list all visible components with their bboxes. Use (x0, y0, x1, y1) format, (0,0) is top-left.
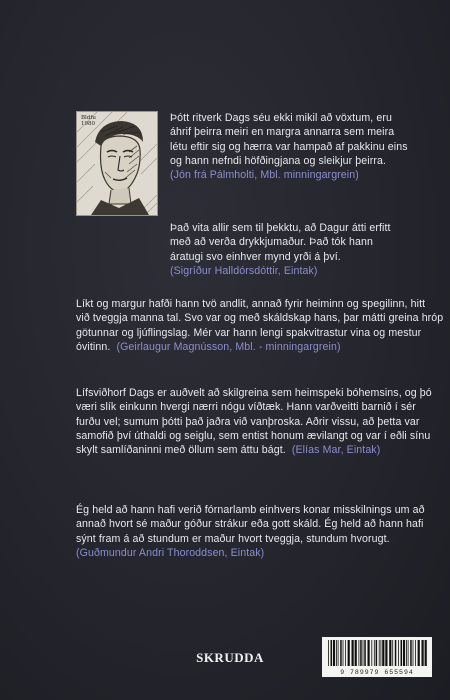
barcode-bar (374, 640, 375, 666)
quote-attribution: (Jón frá Pálmholti, Mbl. minningargrein) (170, 169, 359, 182)
barcode-bar (359, 640, 360, 666)
barcode-bar (418, 640, 420, 666)
quote-line-with-attribution (76, 443, 392, 457)
barcode-bar (328, 640, 329, 666)
quote-line: óvitinn. (76, 340, 111, 353)
quote-elias-mar (76, 386, 432, 457)
quote-gudmundur-andri-thoroddsen (76, 503, 425, 560)
quote-line: Það vita allir sem til þekktu, að Dagur átti erfitt (170, 222, 391, 234)
barcode-bar (368, 640, 370, 666)
barcode-bar (392, 640, 393, 666)
barcode-bar (338, 640, 339, 666)
quote-line: við tveggja manna tal. Svo var og með skáldskap hans, þar mátti greina hróp (76, 312, 444, 325)
isbn-barcode (322, 637, 432, 677)
quote-geirlaugur-magnusson (76, 297, 444, 354)
barcode-bar (381, 640, 382, 666)
barcode-bar (422, 640, 424, 666)
barcode-bar (352, 640, 354, 666)
quote-line: Lífsviðhorf Dags er auðvelt að skilgreina sem heimspeki bóhemsins, og þó (76, 387, 432, 399)
barcode-bar (413, 640, 414, 666)
sketch-portrait-icon (77, 112, 157, 215)
publisher-logo: SKRUDDA (196, 650, 264, 665)
barcode-bar (340, 640, 342, 666)
quote-line: sýnt fram á að stundum er maður hvort tveggja, stundum hvorugt. (76, 532, 390, 545)
barcode-bar (364, 640, 366, 666)
quote-line: og hann nefndi höfðingjana og sleikjur þeirra. (170, 154, 387, 167)
quote-line: með að verða drykkjumaður. Það tók hann (170, 236, 373, 249)
quote-attribution: (Geirlaugur Magnússon, Mbl. - minningargrein) (116, 340, 341, 353)
barcode-bar (343, 640, 344, 666)
quote-line: væri slík einkunn hvergi nærri nógu víðtæk. Hann varðveitti barnið í sér (76, 401, 416, 414)
quote-line: götunnar og ljúflingslag. Mér var hann lengi spakvitrastur vina og mestur (76, 326, 422, 339)
barcode-bar (395, 640, 397, 666)
barcode-bar (410, 640, 412, 666)
barcode-bar (382, 640, 384, 666)
quote-line: furðu vel; sumum þótti það jaðra við vanþroska. Aðrir vissu, að þetta var (76, 415, 420, 428)
quote-line: áratugi svo einhver mynd yrði á því. (170, 250, 341, 263)
barcode-bar (415, 640, 416, 666)
author-portrait-sketch (76, 111, 158, 216)
quote-line-with-attribution (76, 340, 392, 354)
barcode-bar (425, 640, 427, 666)
barcode-bar (336, 640, 337, 666)
barcode-digits: 9 789979 655594 (340, 669, 414, 676)
quote-line: annað hvort sé maður góður strákur eða gott skáld. Ég held að hann hafi (76, 518, 424, 531)
quote-line: Líkt og margur hafði hann tvö andlit, annað fyrir heiminn og spegilinn, hitt (76, 298, 426, 310)
quote-jon-fra-palmholti (170, 111, 408, 182)
barcode-bar (363, 640, 364, 666)
quote-attribution: (Sigríður Halldórsdóttir, Eintak) (170, 264, 318, 277)
barcode-bar (348, 640, 350, 666)
barcode-bar (401, 640, 403, 666)
barcode-bar (333, 640, 335, 666)
portrait-signature: Bldfu 1980 (81, 115, 96, 127)
quote-attribution: (Elías Mar, Eintak) (291, 444, 381, 457)
quote-line: létu eftir sig og hærra var hampað af pakkinu eins (170, 140, 408, 153)
barcode-bar (403, 640, 405, 666)
quote-line: Þótt ritverk Dags séu ekki mikil að vöxtum, eru (170, 112, 392, 124)
quote-line: skylt samlíðaninni með öllum sem áttu bágt. (76, 444, 286, 457)
barcode-bar (371, 640, 372, 666)
quote-sigridur-halldorsdottir (170, 221, 392, 278)
quote-line: Ég held að hann hafi verið fórnarlamb einhvers konar misskilnings um að (76, 504, 425, 516)
quote-attribution: (Guðmundur Andri Thoroddsen, Eintak) (76, 546, 265, 559)
barcode-icon (322, 637, 432, 669)
barcode-bar (408, 640, 409, 666)
barcode-bar (355, 640, 357, 666)
quote-line: áhrif þeirra meiri en margra annarra sem meira (170, 126, 395, 139)
barcode-bar (385, 640, 387, 666)
barcode-bar (398, 640, 399, 666)
barcode-bar (360, 640, 362, 666)
barcode-bar (406, 640, 407, 666)
barcode-bar (376, 640, 378, 666)
barcode-bar (331, 640, 333, 666)
quote-line: samofið því úthaldi og seiglu, sem entist honum ævilangt og var í eðli sínu (76, 429, 431, 442)
barcode-bar (389, 640, 391, 666)
barcode-bar (345, 640, 346, 666)
barcode-bar (379, 640, 380, 666)
